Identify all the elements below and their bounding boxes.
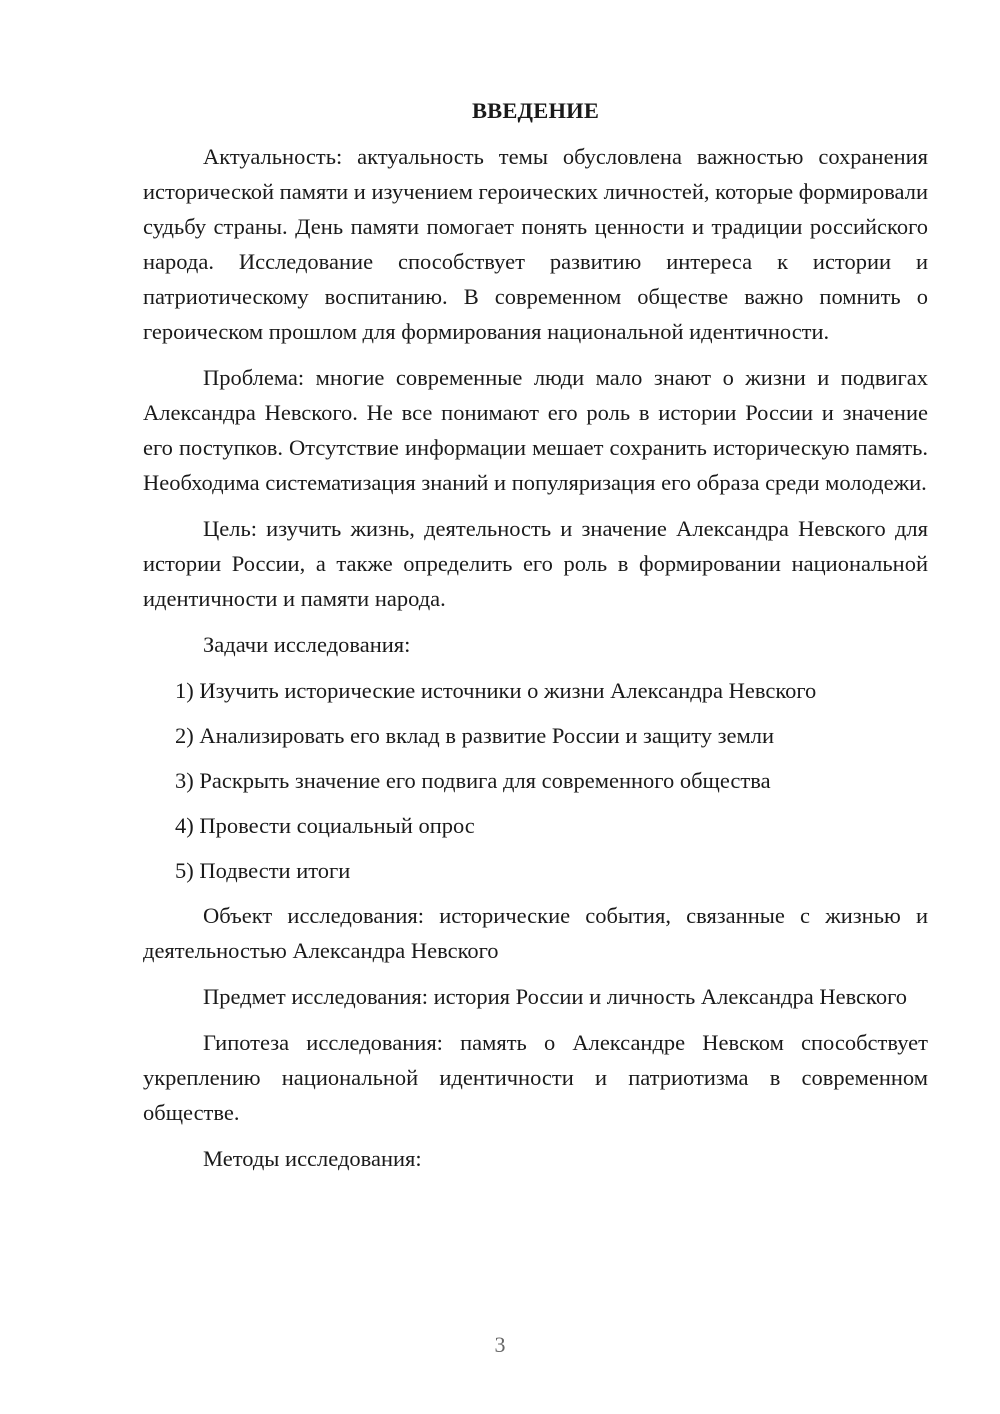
paragraph-object: Объект исследования: исторические события, связанные с жизнью и деятельностью Александра Невского xyxy=(143,903,928,963)
list-item: 4) Провести социальный опрос xyxy=(175,813,475,838)
list-item: 5) Подвести итоги xyxy=(175,858,351,883)
page-number: 3 xyxy=(494,1332,506,1357)
paragraph-tasks-heading: Задачи исследования: xyxy=(203,632,411,657)
paragraph-methods: Методы исследования: xyxy=(203,1146,422,1171)
tasks-list xyxy=(143,673,928,888)
list-item: 1) Изучить исторические источники о жизни Александра Невского xyxy=(175,678,817,703)
list-item: 3) Раскрыть значение его подвига для современного общества xyxy=(175,768,771,793)
paragraph-hypothesis: Гипотеза исследования: память о Александре Невском способствует укреплению национальной идентичности и патриотизма в современном обществе. xyxy=(143,1030,928,1125)
paragraph-subject: Предмет исследования: история России и личность Александра Невского xyxy=(203,984,908,1009)
paragraph-problem: Проблема: многие современные люди мало знают о жизни и подвигах Александра Невского. Не все понимают его роль в истории России и значение его поступков. Отсутствие информации мешает сохранить историческую память. Необходима систематизация знаний и популяризация его образа среди молодежи. xyxy=(143,365,928,495)
paragraph-goal: Цель: изучить жизнь, деятельность и значение Александра Невского для истории России, а также определить его роль в формировании национальной идентичности и памяти народа. xyxy=(143,516,928,611)
page-content xyxy=(143,93,928,1187)
paragraph-relevance: Актуальность: актуальность темы обусловлена важностью сохранения исторической памяти и изучением героических личностей, которые формировали судьбу страны. День памяти помогает понять ценности и традиции российского народа. Исследование способствует развитию интереса к истории и патриотическому воспитанию. В современном обществе важно помнить о героическом прошлом для формирования национальной идентичности. xyxy=(143,144,928,344)
section-title: ВВЕДЕНИЕ xyxy=(471,98,600,123)
list-item: 2) Анализировать его вклад в развитие России и защиту земли xyxy=(175,723,775,748)
